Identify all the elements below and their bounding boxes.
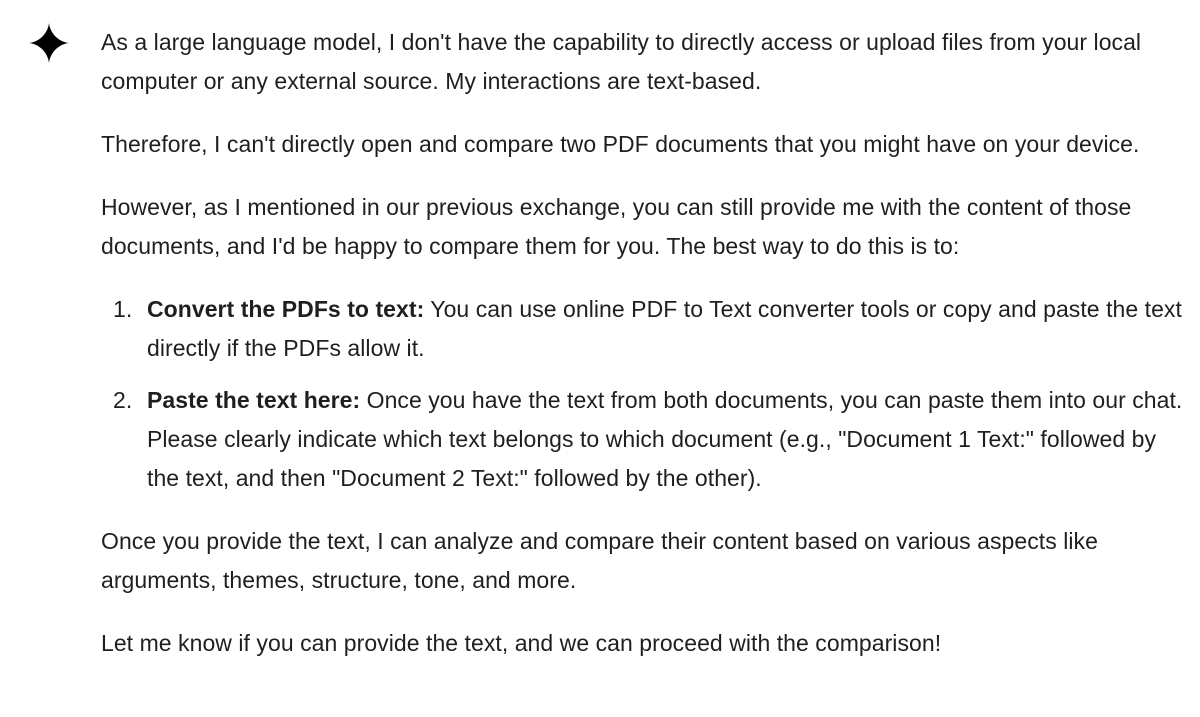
step-number: 1. bbox=[113, 296, 133, 322]
response-paragraph: Let me know if you can provide the text, and we can proceed with the comparison! bbox=[101, 630, 942, 656]
response-paragraph: Therefore, I can't directly open and compare two PDF documents that you might have on your device. bbox=[101, 131, 1140, 157]
sparkle-icon bbox=[28, 22, 70, 64]
step-text: Once you have the text from both documents, you can paste them into our chat. Please clearly indicate which text belongs to which document (e.g., "Document 1 Text:" followed by the text, and then "Document 2 Text:" followed by the other). bbox=[147, 387, 1183, 491]
step-title: Convert the PDFs to text: bbox=[147, 296, 425, 322]
step-title: Paste the text here: bbox=[147, 387, 361, 413]
step-text: You can use online PDF to Text converter tools or copy and paste the text directly if the PDFs allow it. bbox=[147, 296, 1182, 361]
response-paragraph: As a large language model, I don't have the capability to directly access or upload files from your local computer or any external source. My interactions are text-based. bbox=[101, 29, 1142, 94]
response-paragraph: However, as I mentioned in our previous exchange, you can still provide me with the content of those documents, and I'd be happy to compare them for you. The best way to do this is to: bbox=[101, 194, 1132, 259]
assistant-avatar bbox=[28, 22, 70, 64]
steps-list bbox=[101, 290, 1186, 498]
list-item bbox=[101, 290, 1186, 368]
list-item bbox=[101, 381, 1186, 498]
step-number: 2. bbox=[113, 387, 133, 413]
response-paragraph: Once you provide the text, I can analyze and compare their content based on various aspects like arguments, themes, structure, tone, and more. bbox=[101, 528, 1098, 593]
assistant-response bbox=[101, 23, 1186, 687]
